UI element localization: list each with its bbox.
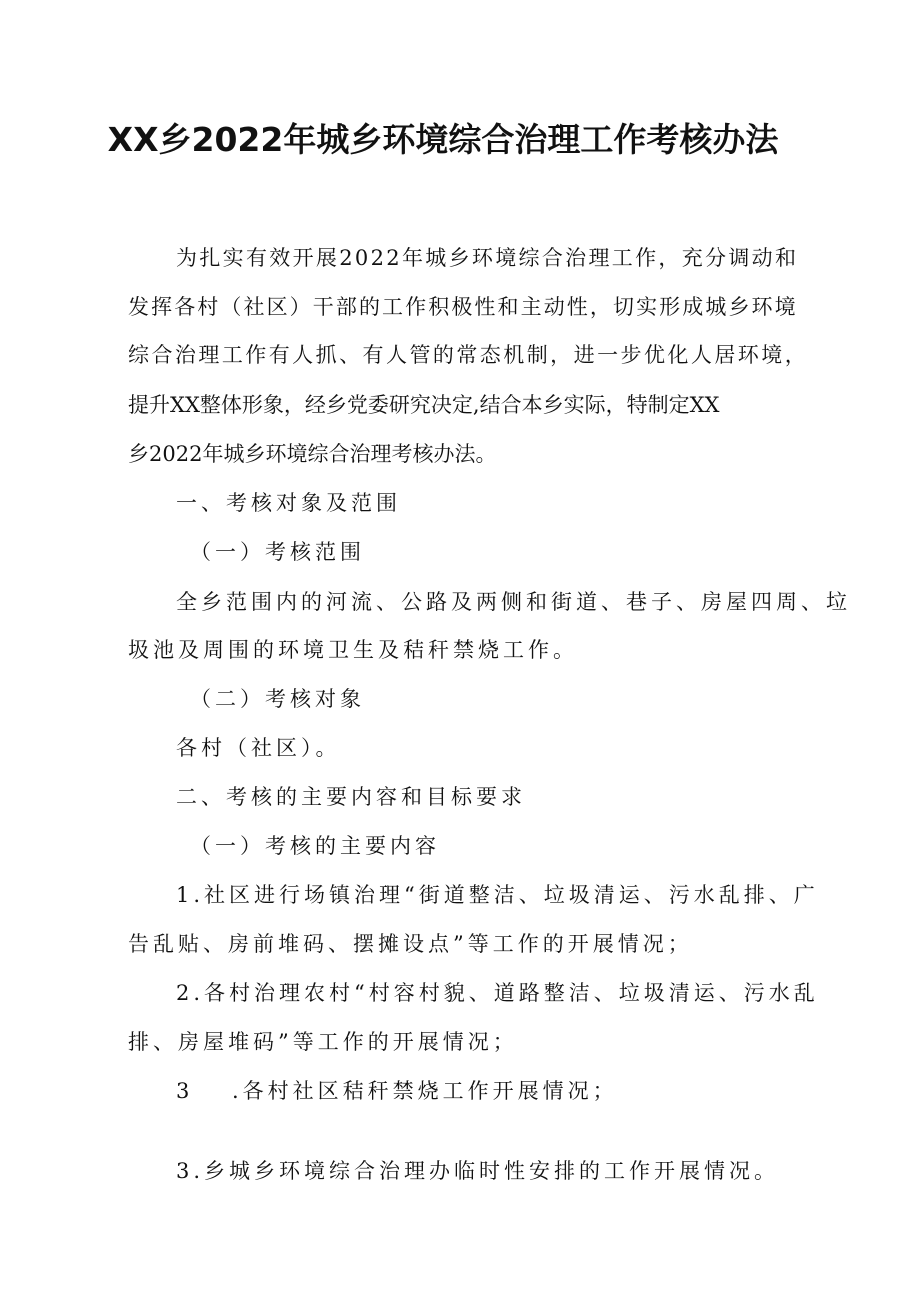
item-1-line-2: 告乱贴、房前堆码、摆摊设点”等工作的开展情况； <box>128 932 693 956</box>
section-1-sub-1-body-line-1: 全乡范围内的河流、公路及两侧和街道、巷子、房屋四周、垃 <box>176 590 851 614</box>
item-3-text: .各村社区秸秆禁烧工作开展情况； <box>232 1079 618 1103</box>
document-title: XX乡2022年城乡环境综合治理工作考核办法 <box>107 120 779 159</box>
intro-line-1: 为 扎 实 有 效 开 展 2 0 2 2 年 城 乡 环 境 综 合 治 理 工 作 ， 充 分 调 动 和 <box>176 246 796 270</box>
item-1-line-1: 1.社区进行场镇治理“街道整洁、垃圾清运、污水乱排、广 <box>176 883 819 907</box>
intro-line-5: 乡2022年城乡环境综合治理考核办法。 <box>128 442 497 466</box>
section-2-sub-1-heading: （一）考核的主要内容 <box>190 834 440 858</box>
item-4: 3.乡城乡环境综合治理办临时性安排的工作开展情况。 <box>176 1159 780 1183</box>
section-1-heading: 一、考核对象及范围 <box>176 491 401 515</box>
item-2-line-1: 2.各村治理农村“村容村貌、道路整洁、垃圾清运、污水乱 <box>176 981 819 1005</box>
intro-line-4: 提升XX整体形象，经乡党委研究决定,结合本乡实际，特制定XX <box>128 393 720 417</box>
section-1-sub-1-heading: （一）考核范围 <box>190 540 365 564</box>
section-2-heading: 二、考核的主要内容和目标要求 <box>176 785 526 809</box>
item-2-line-2: 排、房屋堆码”等工作的开展情况； <box>128 1030 518 1054</box>
item-3-number: 3 <box>176 1079 190 1103</box>
section-1-sub-2-heading: （二）考核对象 <box>190 687 365 711</box>
section-1-sub-2-body: 各村（社区）。 <box>176 736 341 760</box>
intro-line-2: 发 挥 各 村 （ 社 区 ） 干 部 的 工 作 积 极 性 和 主 动 性 ， 切 实 形 成 城 乡 环 境 <box>128 295 796 319</box>
section-1-sub-1-body-line-2: 圾池及周围的环境卫生及秸秆禁烧工作。 <box>128 638 578 662</box>
intro-line-3: 综 合 治 理 工 作 有 人 抓 、 有 人 管 的 常 态 机 制 ， 进 一 步 优 化 人 居 环 境 ， <box>128 343 806 367</box>
